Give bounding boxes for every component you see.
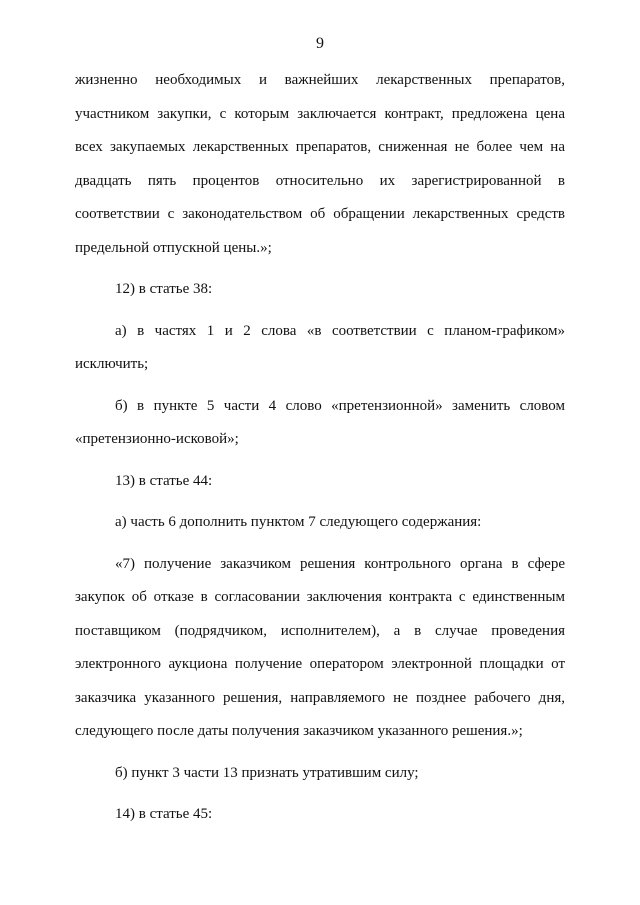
text-line: б) пункт 3 части 13 признать утратившим силу; <box>115 764 419 781</box>
text-line: а) в частях 1 и 2 слова «в соответствии с планом-графиком» <box>115 322 565 339</box>
text-line: «7) получение заказчиком решения контрольного органа в сфере <box>115 555 565 572</box>
text-line: исключить; <box>75 356 149 372</box>
paragraph <box>75 315 565 382</box>
text-line: закупок об отказе в согласовании заключения контракта с единственным <box>75 589 565 605</box>
text-line: поставщиком (подрядчиком, исполнителем), а в случае проведения <box>75 622 565 639</box>
paragraph <box>75 757 565 791</box>
text-line: предельной отпускной цены.»; <box>75 239 272 256</box>
text-line: следующего после даты получения заказчиком указанного решения.»; <box>75 723 523 739</box>
paragraph <box>75 506 565 540</box>
text-line: двадцать пять процентов относительно их зарегистрированной в <box>75 172 565 189</box>
text-line: 12) в статье 38: <box>115 281 213 297</box>
text-line: жизненно необходимых и важнейших лекарственных препаратов, <box>75 72 565 88</box>
paragraph <box>75 798 565 832</box>
text-line: «претензионно-исковой»; <box>75 431 239 447</box>
text-line: всех закупаемых лекарственных препаратов, сниженная не более чем на <box>75 139 565 155</box>
paragraph <box>75 64 565 265</box>
paragraph <box>75 390 565 457</box>
paragraph <box>75 273 565 307</box>
text-line: соответствии с законодательством об обращении лекарственных средств <box>75 206 565 222</box>
text-line: 14) в статье 45: <box>115 806 213 822</box>
document-body <box>75 64 565 832</box>
paragraph <box>75 465 565 499</box>
text-line: электронного аукциона получение оператором электронной площадки от <box>75 656 565 672</box>
paragraph <box>75 548 565 749</box>
text-line: 13) в статье 44: <box>115 472 213 489</box>
text-line: участником закупки, с которым заключается контракт, предложена цена <box>75 105 565 122</box>
text-line: заказчика указанного решения, направляемого не позднее рабочего дня, <box>75 689 565 706</box>
text-line: б) в пункте 5 части 4 слово «претензионной» заменить словом <box>115 397 565 414</box>
text-line: а) часть 6 дополнить пунктом 7 следующего содержания: <box>115 514 482 530</box>
page-number: 9 <box>316 35 324 52</box>
